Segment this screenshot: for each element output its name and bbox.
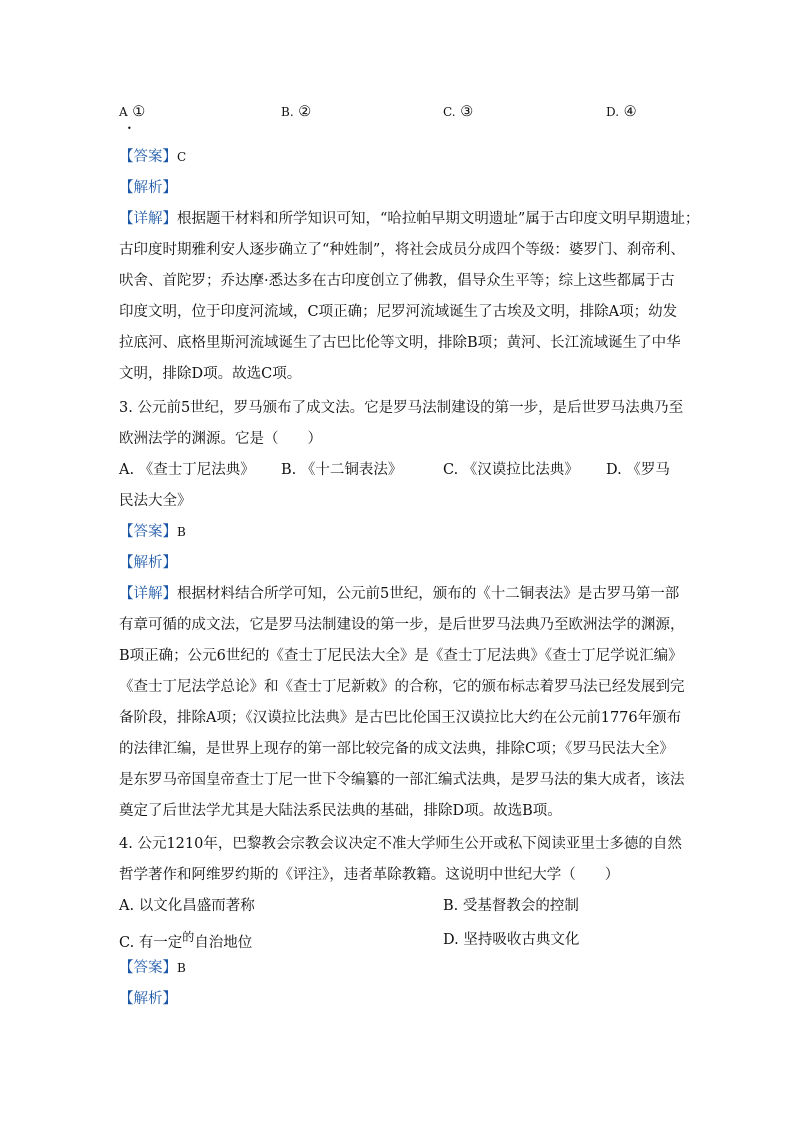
q4-option-c: C. 有一定$^的$自治地位 xyxy=(119,930,253,951)
q3-stem-line-2: 欧洲法学的渊源。它是（ ） xyxy=(119,431,322,447)
q2-answer: 【答案】C xyxy=(119,149,187,165)
q4-option-d: D. 坚持吸收古典文化 xyxy=(443,932,580,948)
q4-answer: 【答案】B xyxy=(119,960,186,976)
q2-detail-line-2: 古印度时期雅利安人逐步确立了“种姓制”，将社会成员分成四个等级：婆罗门、刹帝利、 xyxy=(119,242,685,258)
q3-analysis-label: 【解析】 xyxy=(119,555,177,571)
q3-detail-line-2: 有章可循的成文法，它是罗马法制建设的第一步，是后世罗马法典乃至欧洲法学的渊源， xyxy=(119,617,685,633)
q3-option-b: B. 《十二铜表法》 xyxy=(281,462,403,478)
q4-option-a: A. 以文化昌盛而著称 xyxy=(119,898,255,914)
option-b: B. ② xyxy=(281,104,312,120)
q4-option-b: B. 受基督教会的控制 xyxy=(443,898,579,914)
q4-stem-line-2: 哲学著作和阿维罗约斯的《评注》，违者革除教籍。这说明中世纪大学（ ） xyxy=(119,867,620,883)
q3-detail-line-7: 是东罗马帝国皇帝查士丁尼一世下令编纂的一部汇编式法典，是罗马法的集大成者，该法 xyxy=(119,772,685,788)
q2-detail-line-3: 吠舍、首陀罗；乔达摩·悉达多在古印度创立了佛教，倡导众生平等；综上这些都属于古 xyxy=(119,273,675,289)
q3-detail-line-3: B项正确；公元6世纪的《查士丁尼民法大全》是《查士丁尼法典》《查士丁尼学说汇编》 xyxy=(119,648,683,664)
option-a: A ① xyxy=(119,104,146,120)
q3-detail-line-8: 奠定了后世法学尤其是大陆法系民法典的基础，排除D项。故选B项。 xyxy=(119,803,562,819)
q2-analysis-label: 【解析】 xyxy=(119,180,177,196)
q3-detail-line-4: 《查士丁尼法学总论》和《查士丁尼新敕》的合称，它的颁布标志着罗马法已经发展到完 xyxy=(119,679,685,695)
q4-analysis-label: 【解析】 xyxy=(119,991,177,1007)
option-a-dot: • xyxy=(127,124,132,133)
q3-option-d-cont: 民法大全》 xyxy=(119,493,192,509)
q3-answer: 【答案】B xyxy=(119,524,186,540)
option-c: C. ③ xyxy=(443,104,474,120)
q2-detail-line-4: 印度文明，位于印度河流域，C项正确；尼罗河流域诞生了古埃及文明，排除A项；幼发 xyxy=(119,304,678,320)
q4-stem-line-1: 4. 公元1210年，巴黎教会宗教会议决定不准大学师生公开或私下阅读亚里士多德的自然 xyxy=(119,836,682,852)
q3-detail-line-1: 【详解】根据材料结合所学可知，公元前5世纪，颁布的《十二铜表法》是古罗马第一部 xyxy=(119,586,680,602)
q2-detail-line-5: 拉底河、底格里斯河流域诞生了古巴比伦等文明，排除B项；黄河、长江流域诞生了中华 xyxy=(119,335,681,351)
q3-option-a: A. 《查士丁尼法典》 xyxy=(119,462,255,478)
option-d: D. ④ xyxy=(606,104,637,120)
q2-detail-line-1: 【详解】根据题干材料和所学知识可知，“哈拉帕早期文明遗址”属于古印度文明早期遗址； xyxy=(119,211,700,227)
q3-option-c: C. 《汉谟拉比法典》 xyxy=(443,462,579,478)
q3-detail-line-6: 的法律汇编，是世界上现存的第一部比较完备的成文法典，排除C项；《罗马民法大全》 xyxy=(119,741,674,757)
q3-option-d: D. 《罗马 xyxy=(606,462,670,478)
q3-stem-line-1: 3. 公元前5世纪，罗马颁布了成文法。它是罗马法制建设的第一步，是后世罗马法典乃至 xyxy=(119,400,684,416)
q3-detail-line-5: 备阶段，排除A项；《汉谟拉比法典》是古巴比伦国王汉谟拉比大约在公元前1776年颁布 xyxy=(119,710,682,726)
q2-detail-line-6: 文明，排除D项。故选C项。 xyxy=(119,366,302,382)
